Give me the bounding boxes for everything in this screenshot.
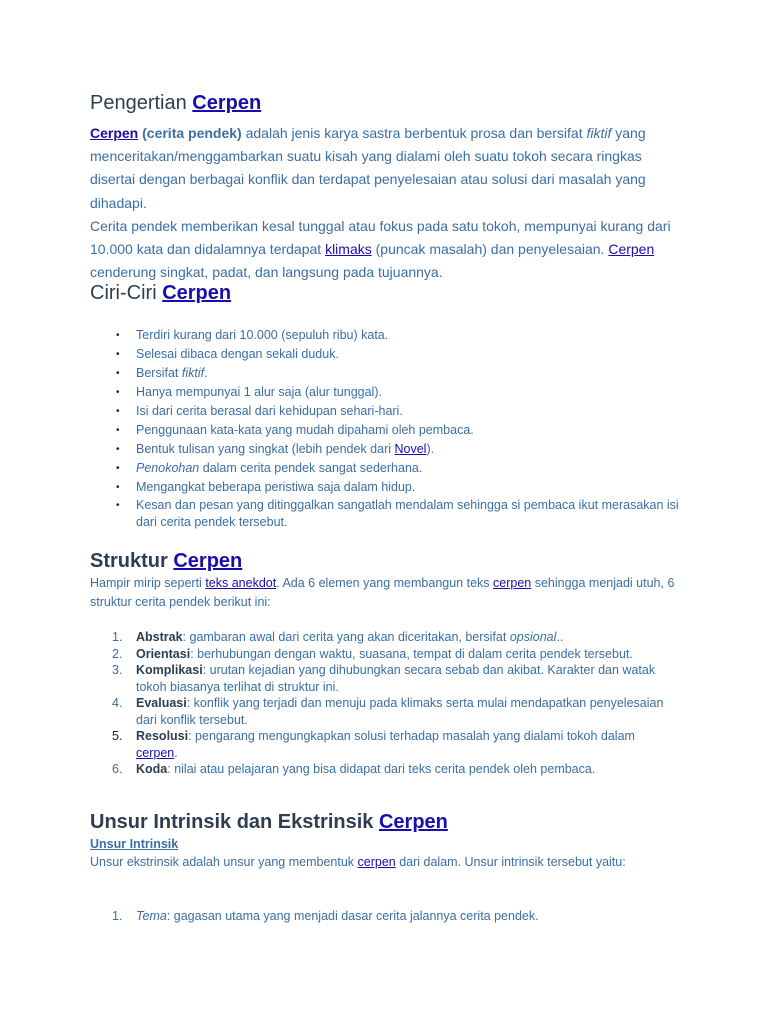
list-item: • Bersifat fiktif.	[116, 366, 208, 380]
heading-cerpen-link[interactable]: Cerpen	[192, 92, 262, 114]
cerpen-link[interactable]: Cerpen	[608, 241, 655, 258]
cerpen-link[interactable]: Cerpen	[90, 125, 139, 141]
definition-paragraph-1: Cerpen (cerita pendek) adalah jenis karya sastra berbentuk prosa dan bersifat fiktif yang menceritakan/menggambarkan suatu kisah yang dialami oleh suatu tokoh secara ringkas disertai dengan berbagai konflik dan terdapat penyelesaian atau solusi dari masalah yang dihadapi.	[90, 125, 646, 211]
cerpen-link[interactable]: cerpen	[357, 855, 396, 869]
list-item: 5. Resolusi: pengarang mengungkapkan solusi terhadap masalah yang dialami tokoh dalam cerpen.	[112, 729, 635, 760]
unsur-intro: Unsur ekstrinsik adalah unsur yang membentuk cerpen dari dalam. Unsur intrinsik tersebut yaitu:	[90, 855, 626, 869]
list-item: 1. Abstrak: gambaran awal dari cerita yang akan diceritakan, bersifat opsional..	[112, 630, 564, 644]
klimaks-link[interactable]: klimaks	[325, 241, 372, 258]
heading-pengertian-cerpen: Pengertian Cerpen	[90, 92, 262, 114]
heading-cerpen-link[interactable]: Cerpen	[378, 811, 448, 833]
struktur-list	[90, 629, 680, 778]
definition-text	[90, 122, 680, 284]
list-item: • Isi dari cerita berasal dari kehidupan sehari-hari.	[116, 404, 403, 418]
list-item: • Selesai dibaca dengan sekali duduk.	[116, 347, 339, 361]
heading-struktur-cerpen: Struktur Cerpen	[90, 550, 243, 572]
list-item: 4. Evaluasi: konflik yang terjadi dan menuju pada klimaks serta mulai mendapatkan penyelesaian dari konflik tersebut.	[112, 696, 664, 727]
struktur-intro: Hampir mirip seperti teks anekdot. Ada 6 elemen yang membangun teks cerpen sehingga menjadi utuh, 6 struktur cerita pendek berikut ini:	[90, 576, 675, 609]
heading-unsur-cerpen: Unsur Intrinsik dan Ekstrinsik Cerpen	[90, 811, 448, 833]
list-item: • Bentuk tulisan yang singkat (lebih pendek dari Novel).	[116, 442, 435, 456]
list-item: • Mengangkat beberapa peristiwa saja dalam hidup.	[116, 480, 416, 494]
list-item: • Kesan dan pesan yang ditinggalkan sangatlah mendalam sehingga si pembaca ikut merasakan isi dari cerita pendek tersebut.	[116, 498, 679, 529]
ciri-ciri-list	[90, 326, 690, 531]
unsur-list	[90, 908, 680, 925]
heading-cerpen-link[interactable]: Cerpen	[173, 550, 243, 572]
heading-cerpen-link[interactable]: Cerpen	[162, 282, 232, 304]
list-item: 6. Koda: nilai atau pelajaran yang bisa didapat dari teks cerita pendek oleh pembaca.	[112, 762, 596, 776]
list-item: • Penokohan dalam cerita pendek sangat sederhana.	[116, 461, 423, 475]
list-item: 3. Komplikasi: urutan kejadian yang dihubungkan secara sebab dan akibat. Karakter dan watak tokoh biasanya terlihat di struktur ini.	[112, 663, 656, 694]
cerpen-link[interactable]: cerpen	[136, 745, 175, 760]
list-item: • Terdiri kurang dari 10.000 (sepuluh ribu) kata.	[116, 328, 389, 342]
cerpen-link[interactable]: cerpen	[493, 576, 532, 590]
definition-paragraph-2: Cerita pendek memberikan kesal tunggal atau fokus pada satu tokoh, mempunyai kurang dari 10.000 kata dan didalamnya terdapat klimaks (puncak masalah) dan penyelesaian. Cerpen cenderung singkat, padat, dan langsung pada tujuannya.	[90, 217, 671, 281]
novel-link[interactable]: Novel	[394, 442, 427, 456]
subheading-unsur-intrinsik[interactable]: Unsur Intrinsik	[90, 837, 179, 851]
list-item: 1. Tema: gagasan utama yang menjadi dasar cerita jalannya cerita pendek.	[112, 909, 539, 923]
list-item: • Penggunaan kata-kata yang mudah dipahami oleh pembaca.	[116, 423, 474, 437]
heading-ciri-ciri-cerpen: Ciri-Ciri Cerpen	[90, 282, 232, 304]
list-item: 2. Orientasi: berhubungan dengan waktu, suasana, tempat di dalam cerita pendek tersebut.	[112, 646, 633, 661]
list-item: • Hanya mempunyai 1 alur saja (alur tunggal).	[116, 385, 382, 399]
teks-anekdot-link[interactable]: teks anekdot	[205, 576, 277, 590]
